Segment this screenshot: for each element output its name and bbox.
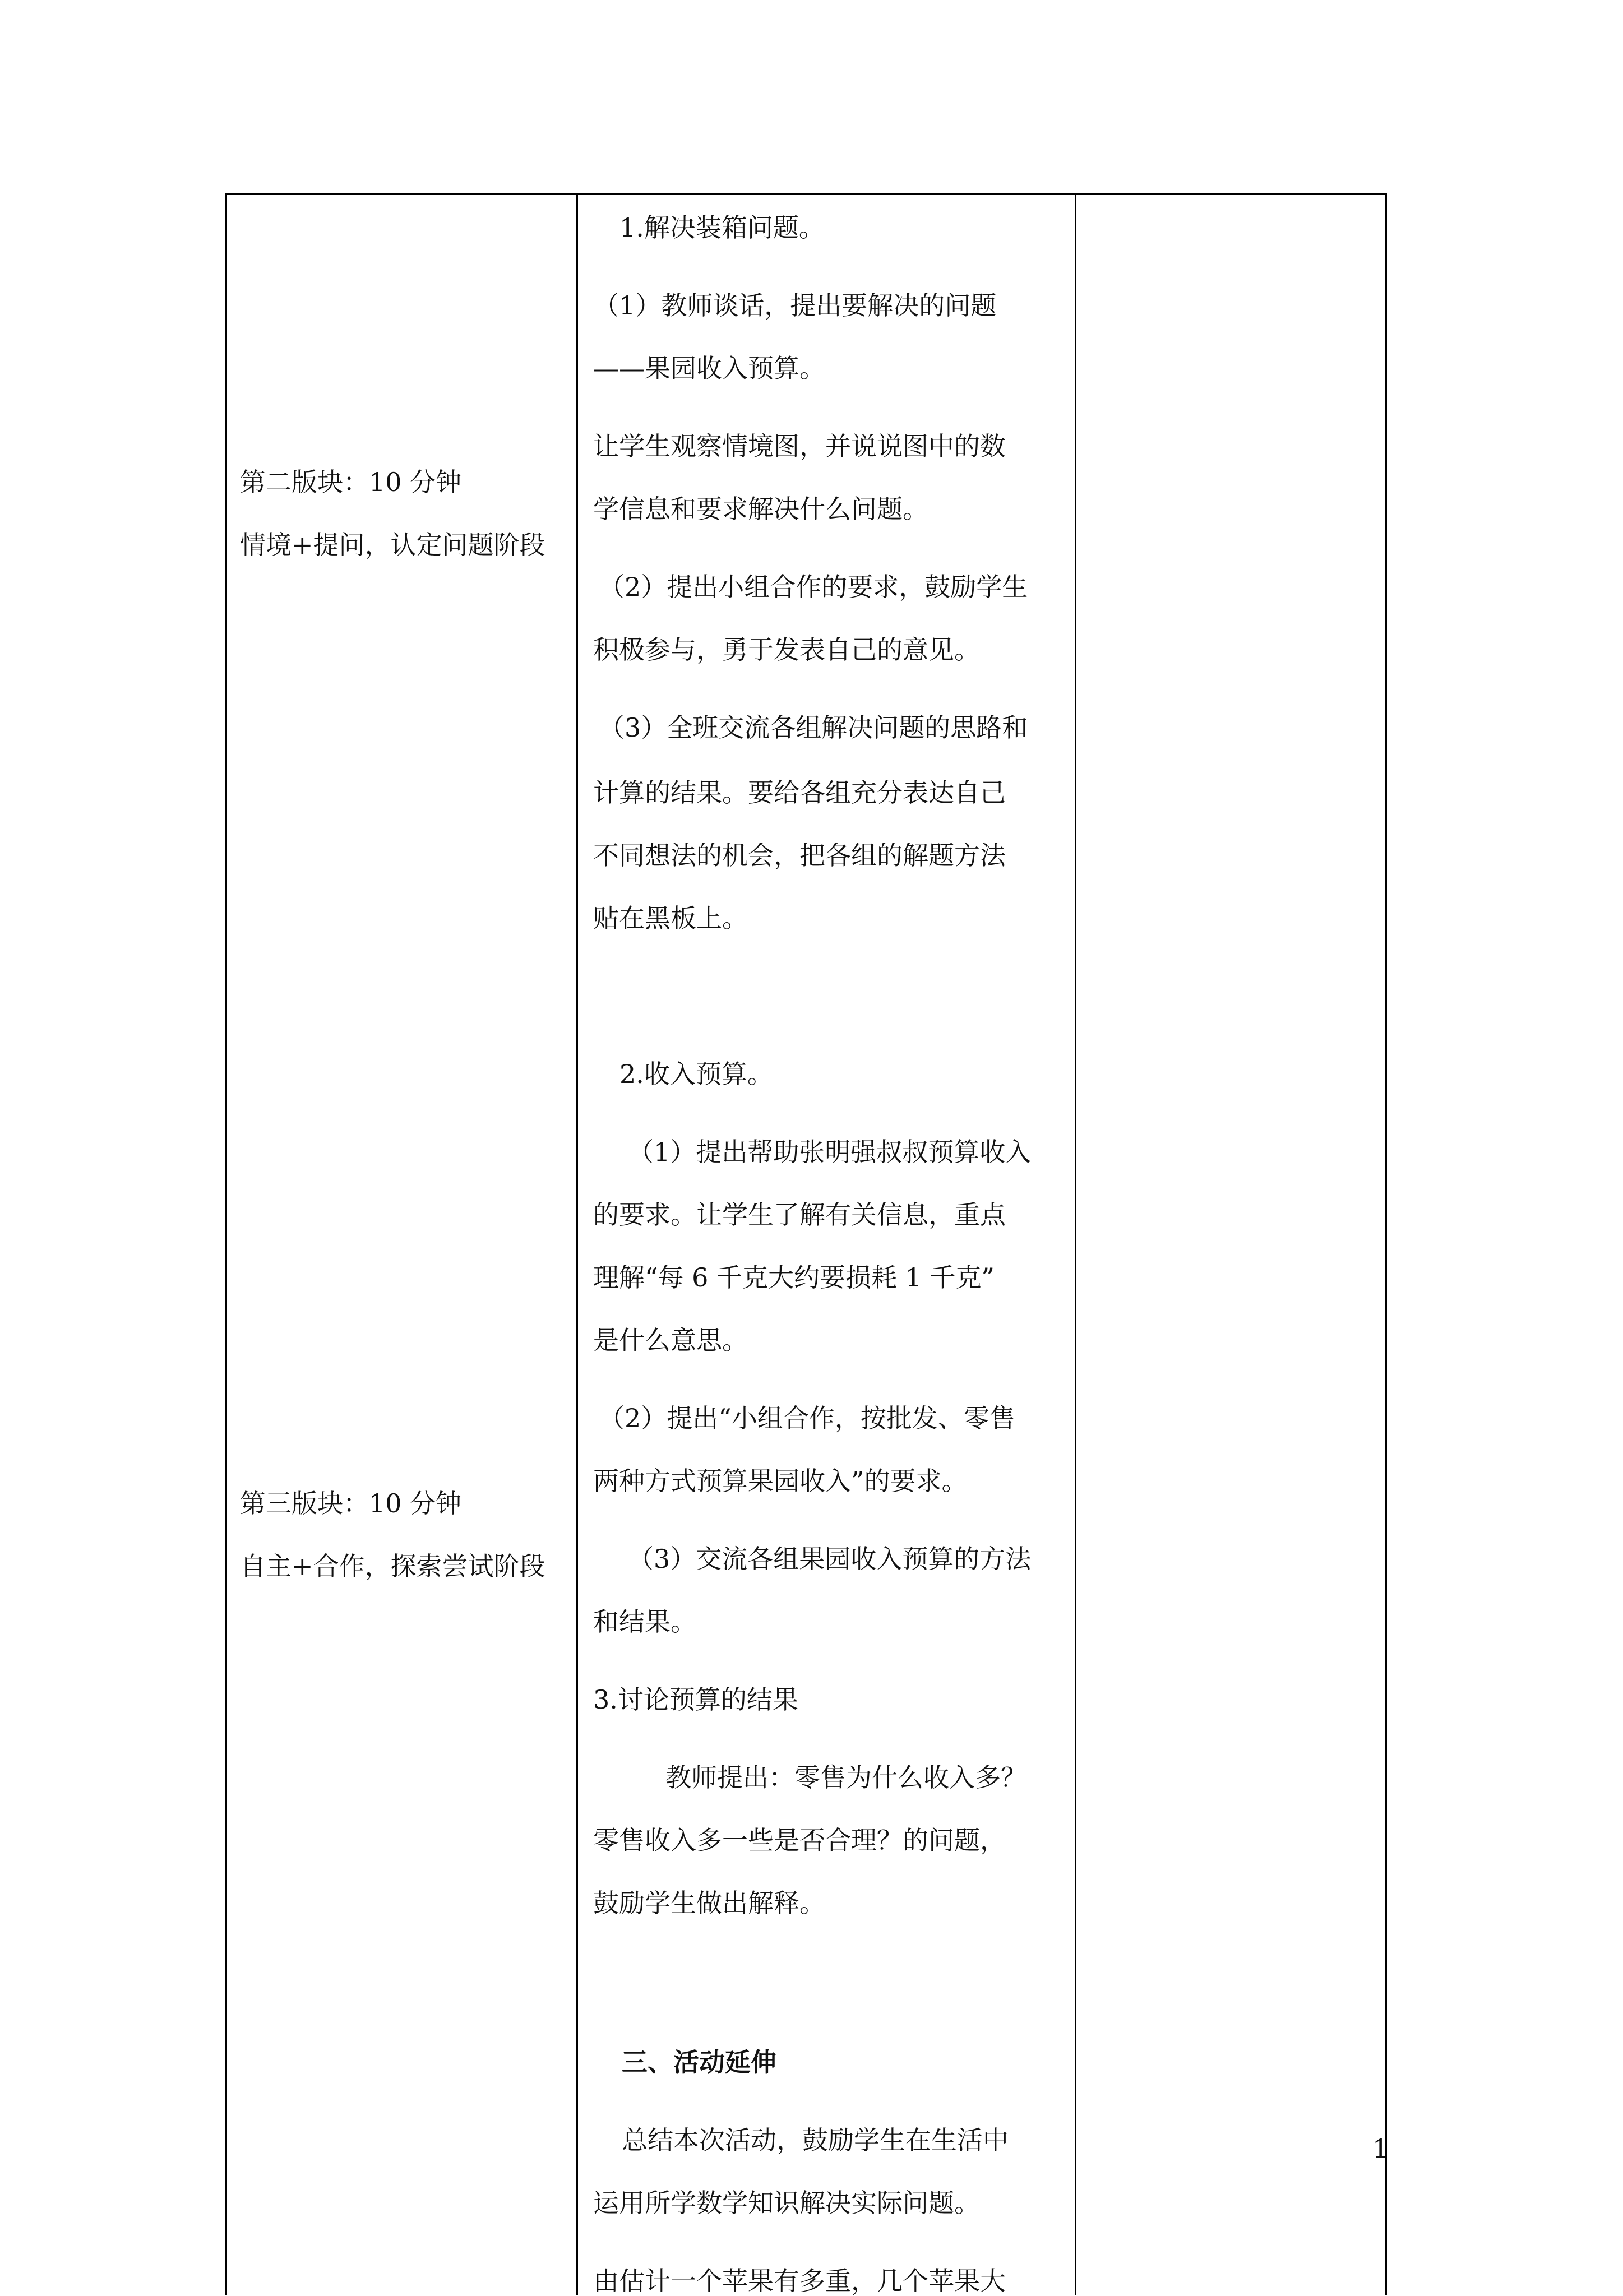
stage-three-title: 第三版块：10 分钟 [240, 1488, 462, 1519]
content-line: （2）提出小组合作的要求，鼓励学生 [599, 572, 1028, 602]
content-line: 鼓励学生做出解释。 [593, 1888, 825, 1918]
content-line: 零售收入多一些是否合理？的问题， [593, 1825, 1006, 1855]
content-line: （2）提出“小组合作，按批发、零售 [599, 1403, 1015, 1433]
content-line: （3）交流各组果园收入预算的方法 [628, 1544, 1032, 1574]
content-line: 计算的结果。要给各组充分表达自己 [593, 777, 1006, 808]
content-line: 让学生观察情境图，并说说图中的数 [593, 431, 1006, 461]
content-line: 的要求。让学生了解有关信息，重点 [593, 1200, 1006, 1230]
table-divider-2 [1075, 193, 1076, 2295]
table-border-top [225, 193, 1387, 195]
stage-two-title: 第二版块：10 分钟 [240, 467, 462, 497]
stage-two-subtitle: 情境+提问，认定问题阶段 [240, 530, 545, 560]
content-line: （3）全班交流各组解决问题的思路和 [599, 712, 1028, 743]
content-line: 和结果。 [593, 1607, 696, 1637]
stage-three-subtitle: 自主+合作，探索尝试阶段 [240, 1551, 545, 1581]
content-line: 理解“每 6 千克大约要损耗 1 千克” [593, 1262, 995, 1293]
table-divider-1 [576, 193, 578, 2295]
content-line: 两种方式预算果园收入”的要求。 [593, 1466, 968, 1496]
content-line: （1）教师谈话，提出要解决的问题 [593, 290, 997, 321]
content-line: 积极参与，勇于发表自己的意见。 [593, 635, 980, 665]
content-line: 2.收入预算。 [619, 1059, 773, 1089]
table-border-right [1385, 193, 1387, 2295]
content-line: 是什么意思。 [593, 1325, 748, 1355]
content-line: 贴在黑板上。 [593, 903, 748, 933]
section-heading: 三、活动延伸 [622, 2047, 776, 2077]
content-line: 3.讨论预算的结果 [593, 1684, 798, 1715]
page-number: 1 [1372, 2133, 1389, 2164]
content-line: 学信息和要求解决什么问题。 [593, 494, 928, 524]
content-line: 不同想法的机会，把各组的解题方法 [593, 840, 1006, 871]
content-line: （1）提出帮助张明强叔叔预算收入 [628, 1137, 1032, 1167]
content-line: 1.解决装箱问题。 [619, 212, 825, 243]
content-line: 总结本次活动，鼓励学生在生活中 [622, 2125, 1009, 2155]
content-line: 教师提出：零售为什么收入多？ [665, 1762, 1026, 1793]
content-line: ——果园收入预算。 [593, 353, 825, 383]
content-line: 运用所学数学知识解决实际问题。 [593, 2188, 980, 2218]
content-line: 由估计一个苹果有多重，几个苹果大 [593, 2266, 1006, 2296]
table-border-left [225, 193, 227, 2295]
